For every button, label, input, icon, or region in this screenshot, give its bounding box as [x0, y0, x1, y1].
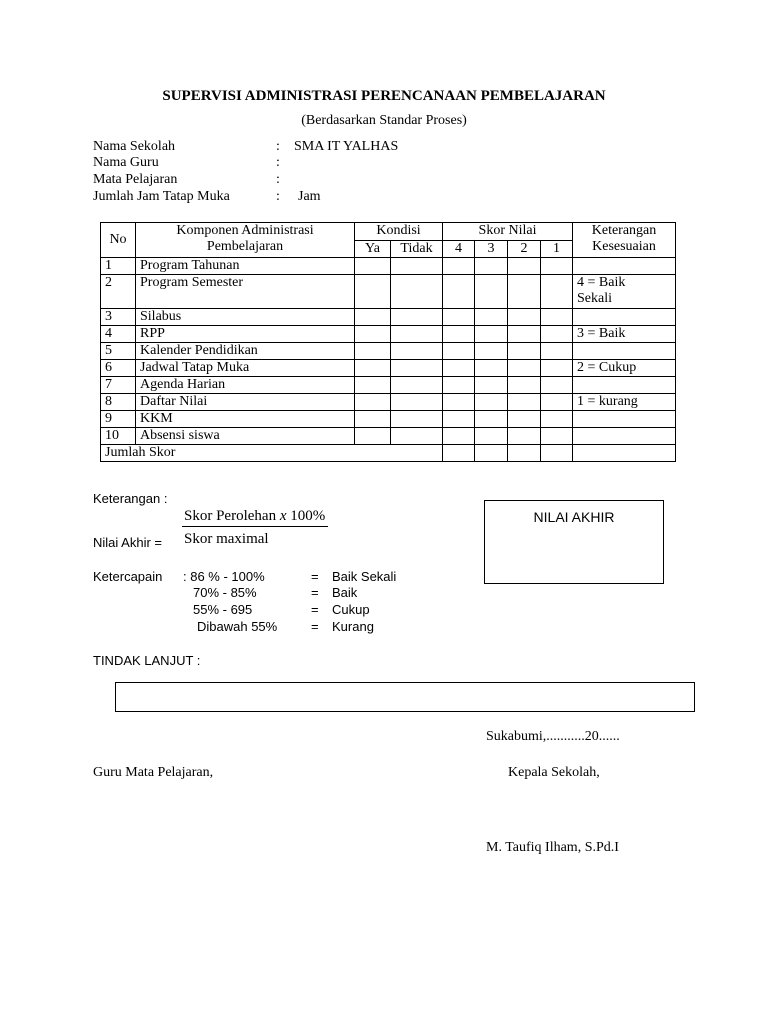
- page-subtitle: (Berdasarkan Standar Proses): [301, 113, 467, 128]
- info-colon: :: [276, 189, 280, 204]
- cell-tidak[interactable]: [391, 309, 443, 326]
- table-row: [101, 377, 676, 394]
- cell-skor-1[interactable]: [541, 275, 573, 309]
- table-row: [101, 309, 676, 326]
- cell-skor-2[interactable]: [508, 326, 541, 343]
- cell-skor-3[interactable]: [475, 394, 508, 411]
- cell-ya[interactable]: [355, 309, 391, 326]
- header-keterangan: [573, 223, 676, 258]
- row-komponen: Kalender Pendidikan: [136, 343, 355, 360]
- row-komponen: Program Semester: [136, 275, 355, 309]
- cell-skor-3[interactable]: [475, 377, 508, 394]
- cell-tidak[interactable]: [391, 258, 443, 275]
- total-keterangan[interactable]: [573, 445, 676, 462]
- cell-skor-2[interactable]: [508, 360, 541, 377]
- row-keterangan: [573, 309, 676, 326]
- row-no: 1: [101, 258, 136, 275]
- row-no: 6: [101, 360, 136, 377]
- formula-label: Nilai Akhir =: [93, 535, 162, 550]
- header-kondisi: Kondisi: [355, 223, 443, 241]
- header-komponen-line2: Pembelajaran: [206, 239, 284, 254]
- header-tidak: Tidak: [391, 241, 443, 258]
- header-no: No: [101, 223, 136, 258]
- row-no: 10: [101, 428, 136, 445]
- total-row: [101, 445, 676, 462]
- header-keterangan-line1: Keterangan: [591, 223, 657, 238]
- cell-skor-3[interactable]: [475, 360, 508, 377]
- cell-ya[interactable]: [355, 377, 391, 394]
- ketercapaian-label: Ketercapain: [93, 569, 163, 584]
- cell-skor-1[interactable]: [541, 394, 573, 411]
- cell-ya[interactable]: [355, 326, 391, 343]
- row-no: 8: [101, 394, 136, 411]
- cell-skor-4[interactable]: [443, 343, 475, 360]
- cell-skor-4[interactable]: [443, 258, 475, 275]
- row-komponen: Agenda Harian: [136, 377, 355, 394]
- info-label-nama-guru: Nama Guru: [93, 155, 159, 170]
- row-keterangan: 1 = kurang: [573, 394, 676, 411]
- row-komponen: Silabus: [136, 309, 355, 326]
- table-row: [101, 258, 676, 275]
- ketercapaian-eq: =: [311, 585, 319, 600]
- cell-ya[interactable]: [355, 411, 391, 428]
- header-skor-3: 3: [475, 241, 508, 258]
- header-skor-2: 2: [508, 241, 541, 258]
- row-no: 2: [101, 275, 136, 309]
- info-value-nama-sekolah: SMA IT YALHAS: [294, 139, 399, 154]
- row-no: 3: [101, 309, 136, 326]
- formula-denominator: Skor maximal: [184, 531, 269, 547]
- ketercapaian-grade: Cukup: [332, 602, 370, 617]
- cell-ya[interactable]: [355, 360, 391, 377]
- tindak-lanjut-label: TINDAK LANJUT :: [93, 653, 201, 668]
- cell-skor-2[interactable]: [508, 258, 541, 275]
- cell-skor-4[interactable]: [443, 360, 475, 377]
- fraction-line: [182, 526, 328, 527]
- info-label-jumlah-jam: Jumlah Jam Tatap Muka: [93, 189, 230, 204]
- cell-skor-1[interactable]: [541, 258, 573, 275]
- header-komponen: [136, 223, 355, 258]
- cell-tidak[interactable]: [391, 428, 443, 445]
- row-keterangan: [573, 428, 676, 445]
- row-keterangan: 3 = Baik: [573, 326, 676, 343]
- cell-skor-4[interactable]: [443, 377, 475, 394]
- cell-tidak[interactable]: [391, 377, 443, 394]
- cell-skor-3[interactable]: [475, 411, 508, 428]
- row-komponen: KKM: [136, 411, 355, 428]
- table-row: [101, 394, 676, 411]
- table-row: [101, 343, 676, 360]
- cell-tidak[interactable]: [391, 326, 443, 343]
- row-keterangan: [573, 343, 676, 360]
- cell-ya[interactable]: [355, 394, 391, 411]
- formula-percent: 100%: [290, 508, 326, 524]
- cell-skor-2[interactable]: [508, 394, 541, 411]
- row-no: 5: [101, 343, 136, 360]
- nilai-akhir-box[interactable]: [484, 500, 664, 584]
- row-keterangan: 4 = Baik Sekali: [573, 275, 676, 309]
- row-keterangan: [573, 377, 676, 394]
- header-skor-1: 1: [541, 241, 573, 258]
- row-no: 9: [101, 411, 136, 428]
- cell-skor-3[interactable]: [475, 343, 508, 360]
- ketercapaian-range: 70% - 85%: [193, 585, 257, 600]
- ketercapaian-eq: =: [311, 569, 319, 584]
- cell-skor-4[interactable]: [443, 326, 475, 343]
- cell-skor-3[interactable]: [475, 326, 508, 343]
- total-skor-2[interactable]: [508, 445, 541, 462]
- page-title: SUPERVISI ADMINISTRASI PERENCANAAN PEMBELAJARAN: [162, 88, 606, 104]
- row-komponen: Program Tahunan: [136, 258, 355, 275]
- ketercapaian-range: : 86 % - 100%: [183, 569, 265, 584]
- formula-numerator-text: Skor Perolehan: [184, 508, 277, 524]
- info-colon: :: [276, 155, 280, 170]
- kepala-name: M. Taufiq Ilham, S.Pd.I: [486, 840, 619, 855]
- cell-ya[interactable]: [355, 275, 391, 309]
- cell-skor-2[interactable]: [508, 309, 541, 326]
- header-keterangan-line2: Kesesuaian: [592, 239, 656, 254]
- cell-skor-3[interactable]: [475, 309, 508, 326]
- row-keterangan: 2 = Cukup: [573, 360, 676, 377]
- cell-tidak[interactable]: [391, 275, 443, 309]
- table-row: [101, 326, 676, 343]
- cell-skor-1[interactable]: [541, 411, 573, 428]
- ketercapaian-eq: =: [311, 602, 319, 617]
- header-skor-nilai: Skor Nilai: [443, 223, 573, 241]
- cell-skor-2[interactable]: [508, 411, 541, 428]
- cell-skor-1[interactable]: [541, 343, 573, 360]
- total-label: Jumlah Skor: [101, 445, 443, 462]
- ketercapaian-grade: Kurang: [332, 619, 374, 634]
- ketercapaian-range: Dibawah 55%: [197, 619, 278, 634]
- cell-skor-4[interactable]: [443, 411, 475, 428]
- cell-ya[interactable]: [355, 343, 391, 360]
- tindak-lanjut-field[interactable]: [115, 682, 695, 712]
- kepala-label: Kepala Sekolah,: [508, 765, 600, 780]
- row-komponen: RPP: [136, 326, 355, 343]
- cell-ya[interactable]: [355, 428, 391, 445]
- cell-skor-3[interactable]: [475, 428, 508, 445]
- keterangan-label: Keterangan :: [93, 491, 168, 506]
- cell-ya[interactable]: [355, 258, 391, 275]
- cell-tidak[interactable]: [391, 343, 443, 360]
- cell-skor-1[interactable]: [541, 360, 573, 377]
- info-colon: :: [276, 172, 280, 187]
- nilai-akhir-title: NILAI AKHIR: [533, 509, 615, 525]
- guru-label: Guru Mata Pelajaran,: [93, 765, 214, 780]
- cell-skor-4[interactable]: [443, 309, 475, 326]
- cell-tidak[interactable]: [391, 411, 443, 428]
- row-no: 7: [101, 377, 136, 394]
- table-row: [101, 275, 676, 309]
- header-skor-4: 4: [443, 241, 475, 258]
- row-no: 4: [101, 326, 136, 343]
- formula-times: x: [279, 508, 287, 524]
- cell-skor-2[interactable]: [508, 343, 541, 360]
- cell-skor-1[interactable]: [541, 428, 573, 445]
- row-komponen: Daftar Nilai: [136, 394, 355, 411]
- row-komponen: Jadwal Tatap Muka: [136, 360, 355, 377]
- ketercapaian-eq: =: [311, 619, 319, 634]
- ketercapaian-range: 55% - 695: [193, 602, 253, 617]
- cell-skor-2[interactable]: [508, 428, 541, 445]
- info-label-nama-sekolah: Nama Sekolah: [93, 139, 176, 154]
- info-colon: :: [276, 139, 280, 154]
- info-value-jumlah-jam: Jam: [298, 189, 321, 204]
- row-keterangan: [573, 258, 676, 275]
- total-skor-3[interactable]: [475, 445, 508, 462]
- cell-tidak[interactable]: [391, 394, 443, 411]
- header-ya: Ya: [355, 241, 391, 258]
- cell-skor-1[interactable]: [541, 326, 573, 343]
- cell-skor-1[interactable]: [541, 309, 573, 326]
- table-row: [101, 360, 676, 377]
- cell-skor-4[interactable]: [443, 275, 475, 309]
- table-row: [101, 428, 676, 445]
- place-date: Sukabumi,...........20......: [486, 729, 620, 744]
- cell-skor-4[interactable]: [443, 428, 475, 445]
- ketercapaian-grade: Baik: [332, 585, 358, 600]
- cell-tidak[interactable]: [391, 360, 443, 377]
- info-label-mata-pelajaran: Mata Pelajaran: [93, 172, 178, 187]
- total-skor-1[interactable]: [541, 445, 573, 462]
- supervision-table: [100, 222, 676, 462]
- formula-numerator: [184, 508, 325, 524]
- table-row: [101, 411, 676, 428]
- cell-skor-2[interactable]: [508, 275, 541, 309]
- cell-skor-3[interactable]: [475, 258, 508, 275]
- row-komponen: Absensi siswa: [136, 428, 355, 445]
- header-komponen-line1: Komponen Administrasi: [176, 223, 314, 238]
- row-keterangan: [573, 411, 676, 428]
- cell-skor-2[interactable]: [508, 377, 541, 394]
- cell-skor-1[interactable]: [541, 377, 573, 394]
- cell-skor-3[interactable]: [475, 275, 508, 309]
- cell-skor-4[interactable]: [443, 394, 475, 411]
- total-skor-4[interactable]: [443, 445, 475, 462]
- ketercapaian-grade: Baik Sekali: [332, 569, 397, 584]
